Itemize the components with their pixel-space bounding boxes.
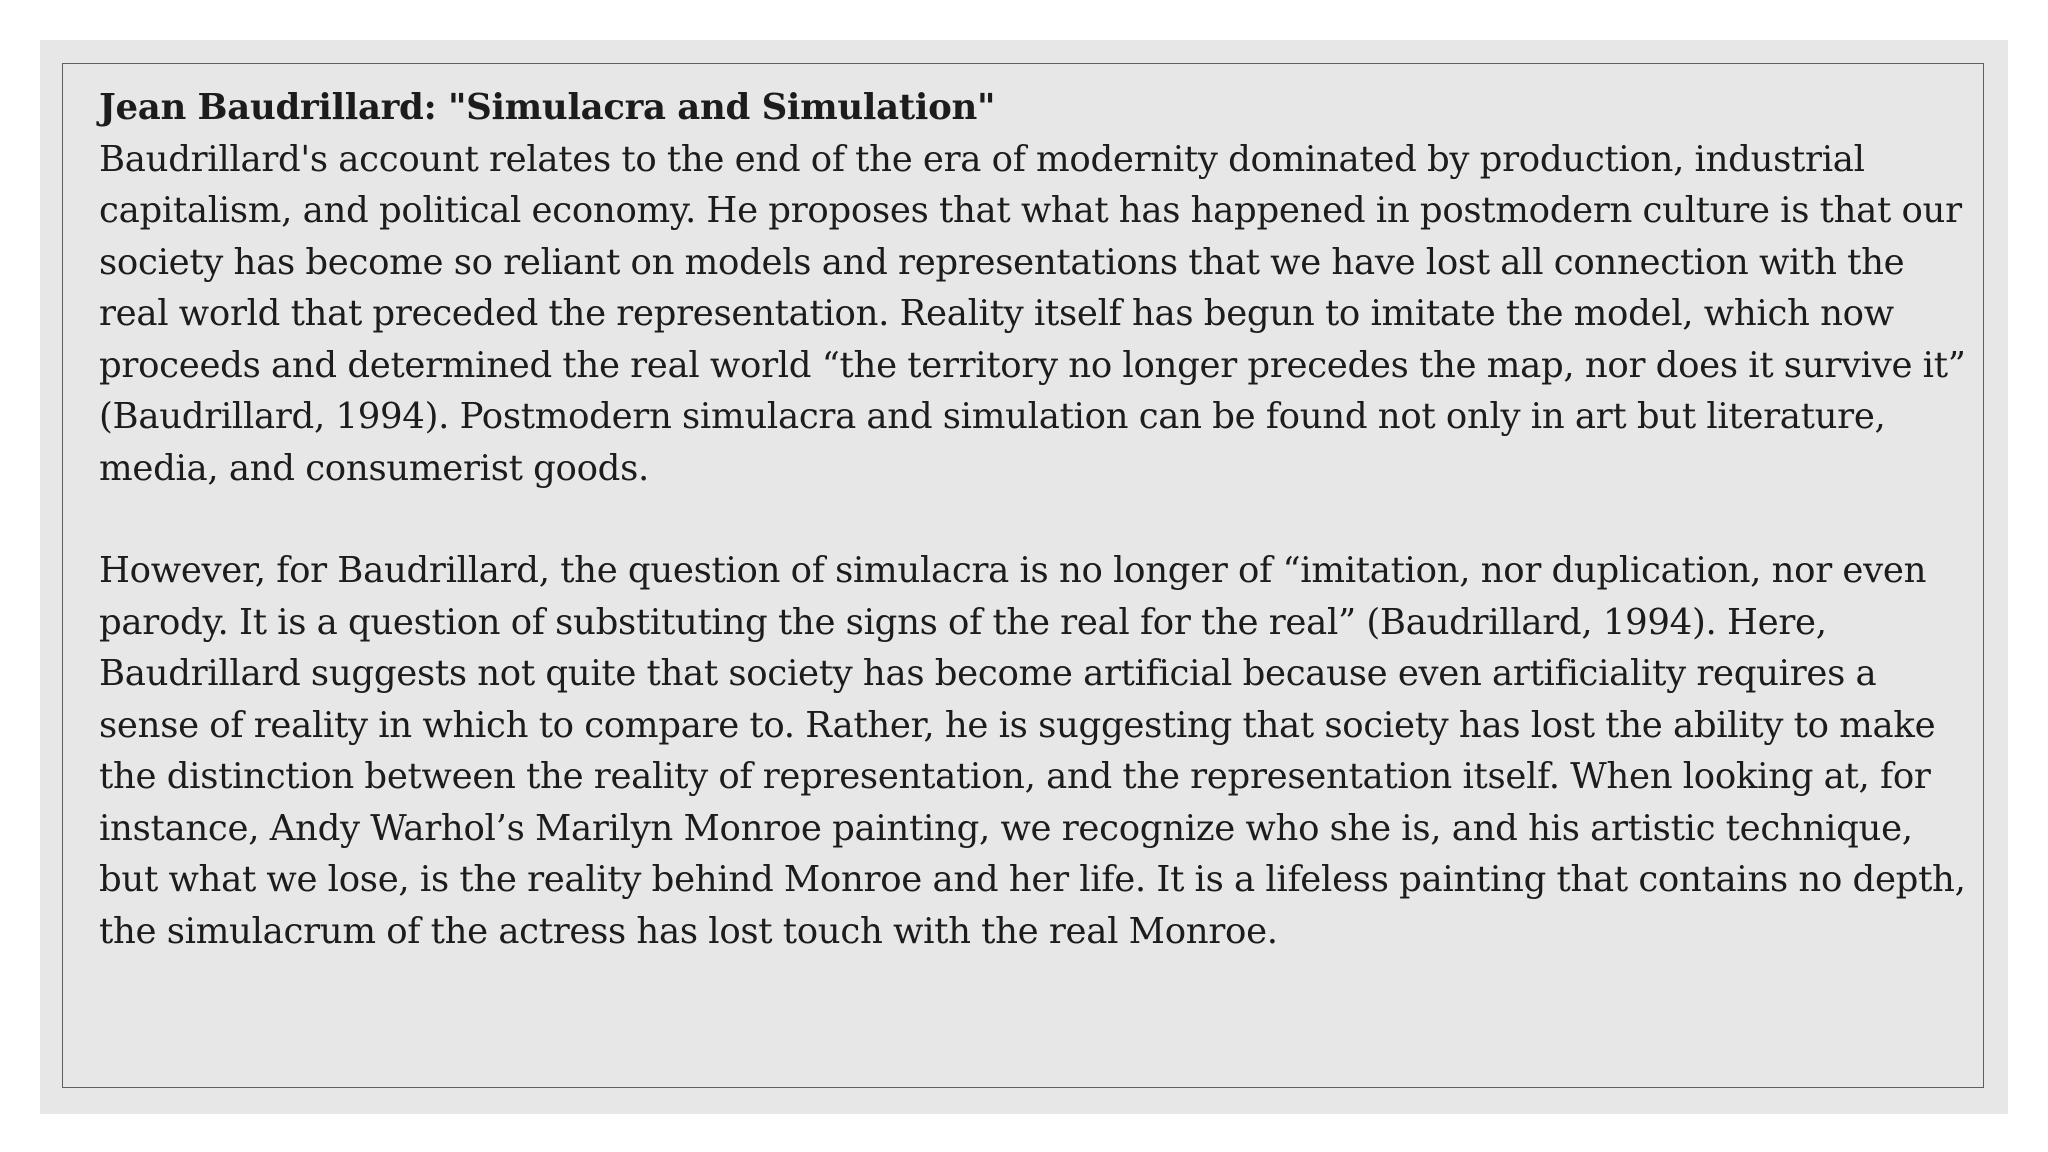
text-content xyxy=(99,82,1969,957)
paragraph-1: Baudrillard's account relates to the end of the era of modernity dominated by production, industrial capitalism, and political economy. He proposes that what has happened in postmodern culture is that our society has become so reliant on models and representations that we have lost all connection with the real world that preceded the representation. Reality itself has begun to imitate the model, which now proceeds and determined the real world “the territory no longer precedes the map, nor does it survive it” (Baudrillard, 1994). Postmodern simulacra and simulation can be found not only in art but literature, media, and consumerist goods. xyxy=(99,138,1966,489)
paragraph-2: However, for Baudrillard, the question of simulacra is no longer of “imitation, nor duplication, nor even parody. It is a question of substituting the signs of the real for the real” (Baudrillard, 1994). Here, Baudrillard suggests not quite that society has become artificial because even artificiality requires a sense of reality in which to compare to. Rather, he is suggesting that society has lost the ability to make the distinction between the reality of representation, and the representation itself. When looking at, for instance, Andy Warhol’s Marilyn Monroe painting, we recognize who she is, and his artistic technique, but what we lose, is the reality behind Monroe and her life. It is a lifeless painting that contains no depth, the simulacrum of the actress has lost touch with the real Monroe. xyxy=(99,550,1966,952)
text-box-frame xyxy=(62,63,1984,1088)
document-title: Jean Baudrillard: "Simulacra and Simulation" xyxy=(99,87,996,128)
slide xyxy=(40,40,2008,1114)
